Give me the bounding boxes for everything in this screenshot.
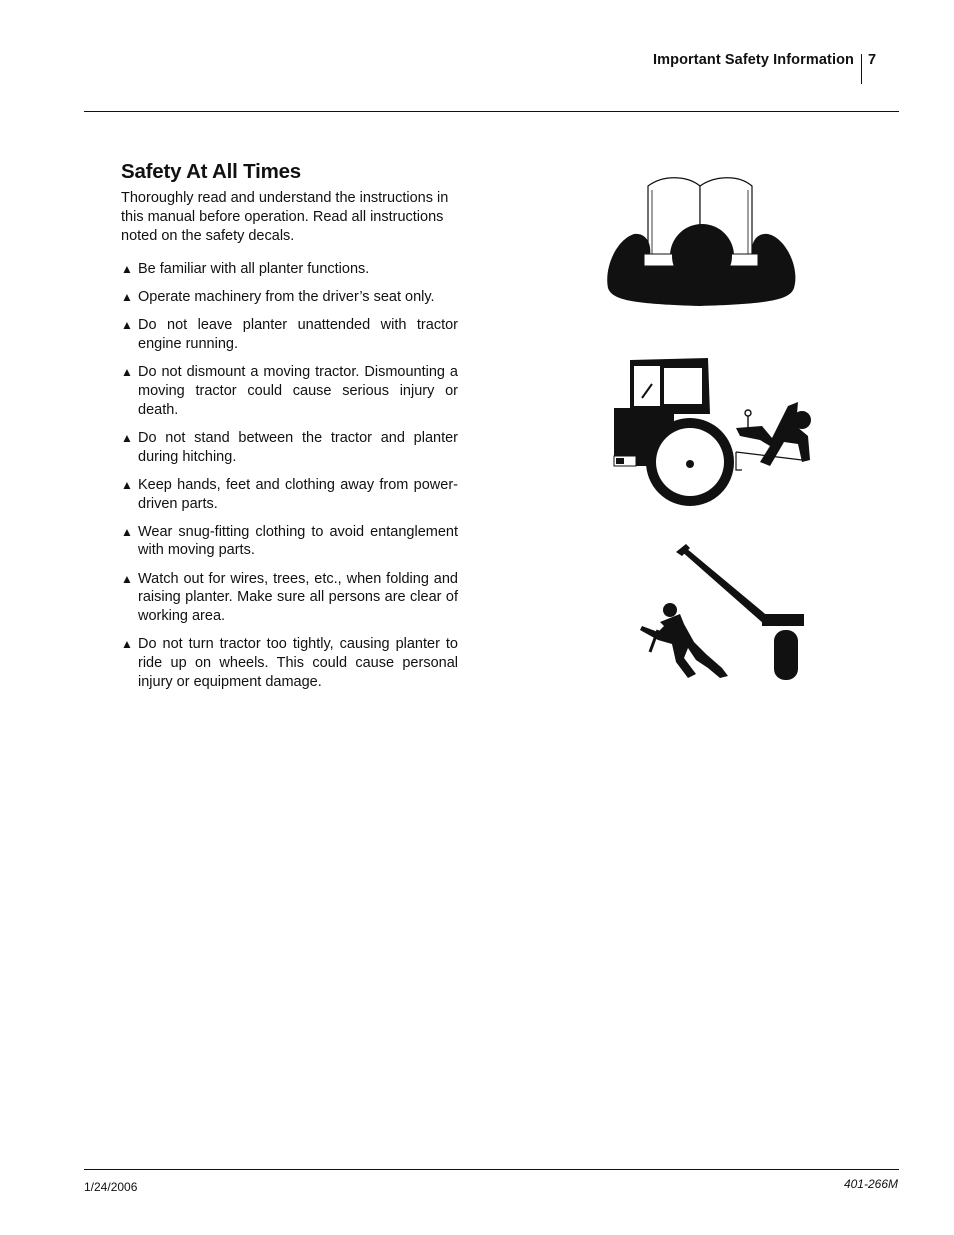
list-item	[121, 363, 458, 419]
list-item	[121, 570, 458, 626]
triangle-bullet-icon: ▲	[121, 290, 133, 305]
folding-planter-hazard-pictogram-icon	[636, 538, 808, 684]
triangle-bullet-icon: ▲	[121, 262, 133, 276]
triangle-bullet-icon: ▲	[121, 524, 133, 539]
page-header-title: Important Safety Information	[653, 52, 854, 68]
footer-rule	[84, 1169, 899, 1170]
list-item	[121, 316, 458, 353]
section-title: Safety At All Times	[121, 160, 301, 183]
bullet-text: Wear snug-fitting clothing to avoid entanglement with moving parts.	[138, 523, 458, 559]
list-item	[121, 260, 458, 279]
read-manual-pictogram-icon	[604, 172, 800, 310]
page-number: 7	[868, 52, 877, 68]
safety-section	[121, 160, 458, 701]
list-item	[121, 635, 458, 691]
bullet-text: Do not turn tractor too tightly, causing planter to ride up on wheels. This could cause personal injury or equipment damage.	[138, 636, 458, 690]
list-item	[121, 429, 458, 466]
triangle-bullet-icon: ▲	[121, 365, 133, 380]
bullet-text: Be familiar with all planter functions.	[138, 261, 370, 277]
bullet-text: Do not stand between the tractor and planter during hitching.	[138, 429, 458, 465]
list-item	[121, 476, 458, 513]
section-intro: Thoroughly read and understand the instructions in this manual before operation. Read all instructions noted on the safety decals.	[121, 190, 449, 244]
safety-bullet-list	[121, 260, 458, 691]
triangle-bullet-icon: ▲	[121, 430, 133, 445]
list-item	[121, 523, 458, 560]
tractor-dismount-hazard-pictogram-icon	[612, 356, 816, 512]
header-separator	[861, 54, 862, 84]
footer-document-number: 401-266M	[843, 1177, 898, 1191]
bullet-text: Watch out for wires, trees, etc., when folding and raising planter. Make sure all persons are clear of working area.	[138, 570, 458, 625]
list-item	[121, 288, 458, 307]
bullet-text: Do not dismount a moving tractor. Dismounting a moving tractor could cause serious injury or death.	[138, 364, 458, 418]
bullet-text: Operate machinery from the driver’s seat only.	[138, 289, 435, 306]
triangle-bullet-icon: ▲	[121, 637, 133, 652]
header-rule	[84, 111, 899, 112]
footer-date: 1/24/2006	[84, 1180, 138, 1194]
triangle-bullet-icon: ▲	[121, 477, 133, 492]
triangle-bullet-icon: ▲	[121, 571, 133, 586]
bullet-text: Do not leave planter unattended with tractor engine running.	[138, 317, 458, 353]
triangle-bullet-icon: ▲	[121, 318, 133, 333]
bullet-text: Keep hands, feet and clothing away from power-driven parts.	[138, 476, 458, 512]
